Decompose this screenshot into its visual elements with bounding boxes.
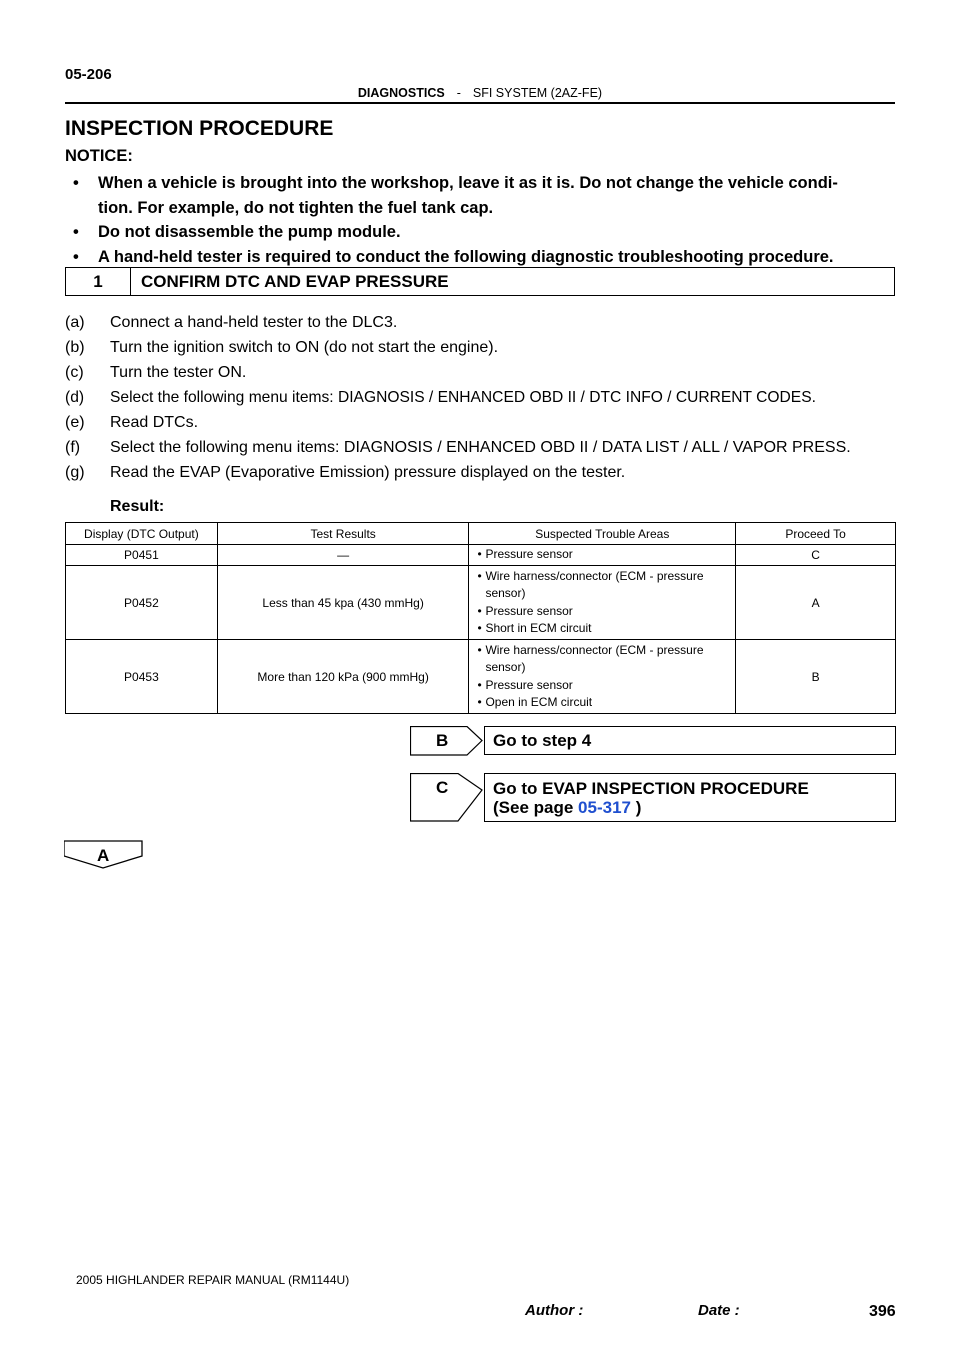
- column-header: Suspected Trouble Areas: [469, 523, 736, 545]
- column-header: Test Results: [217, 523, 469, 545]
- trouble-area-item: • Short in ECM circuit: [477, 621, 592, 635]
- procedure-item: (f) Select the following menu items: DIAGNOSIS / ENHANCED OBD II / DATA LIST / ALL / VAPOR PRESS.: [65, 439, 851, 456]
- branch-b-text: Go to step 4: [493, 731, 592, 750]
- step-title: CONFIRM DTC AND EVAP PRESSURE: [141, 272, 449, 291]
- manual-footer: 2005 HIGHLANDER REPAIR MANUAL (RM1144U): [76, 1273, 350, 1287]
- table-row: [66, 640, 896, 714]
- procedure-item: (c) Turn the tester ON.: [65, 364, 247, 381]
- branch-c-box: [484, 773, 896, 822]
- table-row: [66, 566, 896, 640]
- page-title: INSPECTION PROCEDURE: [65, 117, 334, 140]
- result-table: [65, 522, 896, 714]
- trouble-areas-cell: [469, 545, 736, 566]
- proceed-cell: A: [736, 566, 896, 640]
- trouble-area-item: • Pressure sensor: [477, 603, 573, 618]
- trouble-area-item: • Pressure sensor: [477, 677, 573, 692]
- proceed-cell: C: [736, 545, 896, 566]
- branch-a-letter: A: [97, 846, 110, 865]
- proceed-cell: B: [736, 640, 896, 714]
- trouble-area-item: • Pressure sensor: [477, 547, 573, 562]
- result-label: Result:: [110, 498, 165, 515]
- notice-list: [65, 171, 895, 269]
- notice-item: • When a vehicle is brought into the workshop, leave it as it is. Do not change the vehicle condi- tion. For example, do not tighten the fuel tank cap.: [73, 174, 838, 217]
- subsection-name: SFI SYSTEM (2AZ-FE): [472, 86, 603, 100]
- trouble-areas-cell: [469, 640, 736, 714]
- trouble-area-item: • Open in ECM circuit: [477, 695, 593, 709]
- author-label: Author :: [525, 1302, 584, 1319]
- dtc-cell: P0451: [66, 545, 218, 566]
- table-row: [66, 545, 896, 566]
- branch-c-line1: Go to EVAP INSPECTION PROCEDURE: [493, 779, 809, 798]
- procedure-list: [65, 311, 895, 486]
- trouble-area-item: • Wire harness/connector (ECM - pressure sensor): [477, 642, 704, 674]
- procedure-item: (d) Select the following menu items: DIAGNOSIS / ENHANCED OBD II / DTC INFO / CURRENT CODES.: [65, 389, 816, 406]
- test-result-cell: —: [217, 545, 469, 566]
- dtc-cell: P0453: [66, 640, 218, 714]
- branch-b-letter: B: [436, 731, 449, 750]
- column-header: Display (DTC Output): [66, 523, 218, 545]
- notice-label: NOTICE:: [65, 147, 133, 165]
- dtc-cell: P0452: [66, 566, 218, 640]
- header-separator: -: [456, 86, 461, 100]
- procedure-item: (e) Read DTCs.: [65, 414, 199, 431]
- step-header: [65, 267, 895, 296]
- running-header: [0, 86, 960, 100]
- section-name: DIAGNOSTICS: [357, 86, 445, 100]
- step-number: 1: [66, 268, 131, 295]
- trouble-area-item: • Wire harness/connector (ECM - pressure sensor): [477, 568, 704, 600]
- notice-item: • A hand-held tester is required to conduct the following diagnostic troubleshooting procedure.: [73, 247, 834, 266]
- date-label: Date :: [698, 1302, 740, 1319]
- column-header: Proceed To: [736, 523, 896, 545]
- notice-item: • Do not disassemble the pump module.: [73, 223, 401, 241]
- header-rule: [65, 102, 895, 104]
- procedure-item: (a) Connect a hand-held tester to the DLC3.: [65, 314, 398, 331]
- table-header-row: [66, 523, 896, 545]
- page-link[interactable]: 05-317: [578, 798, 631, 817]
- test-result-cell: Less than 45 kpa (430 mmHg): [217, 566, 469, 640]
- branch-c-line2: (See page 05-317 ): [493, 798, 642, 817]
- branch-c-letter: C: [436, 778, 449, 797]
- procedure-item: (g) Read the EVAP (Evaporative Emission) pressure displayed on the tester.: [65, 464, 626, 481]
- page-code: 05-206: [65, 66, 112, 83]
- trouble-areas-cell: [469, 566, 736, 640]
- test-result-cell: More than 120 kPa (900 mmHg): [217, 640, 469, 714]
- procedure-item: (b) Turn the ignition switch to ON (do not start the engine).: [65, 339, 499, 356]
- page-number: 396: [869, 1303, 896, 1320]
- branch-b-box: [484, 726, 896, 755]
